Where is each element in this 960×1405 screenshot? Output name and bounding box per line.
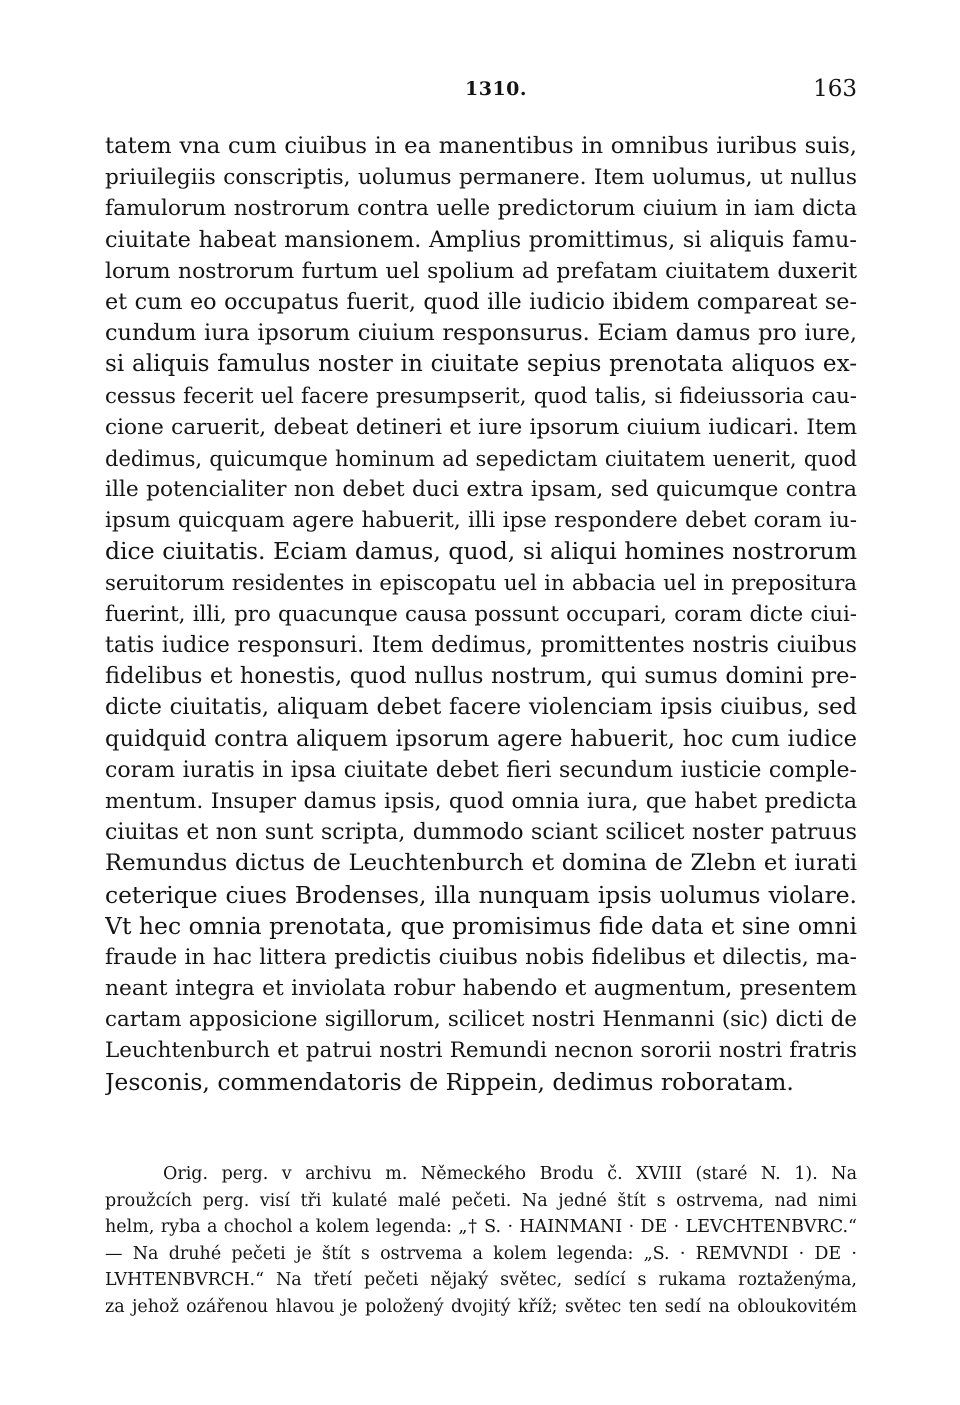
text-line: lorum nostrorum furtum uel spolium ad prefatam ciuitatem duxerit xyxy=(105,258,857,284)
note-line: proužcích perg. visí tři kulaté malé pečeti. Na jedné štít s ostrvema, nad nimi xyxy=(105,1190,857,1211)
text-line: cessus fecerit uel facere presumpserit, quod talis, si fideiussoria cau- xyxy=(105,383,857,409)
text-line: famulorum nostrorum contra uelle predictorum ciuium in iam dicta xyxy=(105,196,857,222)
charter-text xyxy=(105,131,857,1098)
text-line: priuilegiis conscriptis, uolumus permanere. Item uolumus, ut nullus xyxy=(105,165,857,191)
archival-note xyxy=(105,1161,857,1321)
note-line: — Na druhé pečeti je štít s ostrvema a kolem legenda: „S. · REMVNDI · DE · xyxy=(105,1243,857,1264)
text-line: Jesconis, commendatoris de Rippein, dedimus roboratam. xyxy=(105,1067,794,1096)
note-line: za jehož ozářenou hlavou je položený dvojitý kříž; světec ten sedí na obloukovitém xyxy=(105,1296,857,1317)
note-line: helm, ryba a chochol a kolem legenda: „† S. · HAINMANI · DE · LEVCHTENBVRC.“ xyxy=(105,1217,857,1238)
note-line: LVHTENBVRCH.“ Na třetí pečeti nějaký světec, sedící s rukama roztaženýma, xyxy=(105,1270,857,1291)
text-line: fidelibus et honestis, quod nullus nostrum, qui sumus domini pre- xyxy=(105,663,857,690)
text-line: seruitorum residentes in episcopatu uel in abbacia uel in prepositura xyxy=(105,570,857,596)
page-number: 163 xyxy=(813,76,857,102)
text-line: Vt hec omnia prenotata, que promisimus fide data et sine omni xyxy=(105,911,857,940)
text-line: ciuitas et non sunt scripta, dummodo sciant scilicet noster patruus xyxy=(105,820,857,846)
text-line: ceterique ciues Brodenses, illa nunquam ipsis uolumus violare. xyxy=(105,880,857,909)
text-line: cione caruerit, debeat detineri et iure ipsorum ciuium iudicari. Item xyxy=(105,414,857,440)
text-line: tatis iudice responsuri. Item dedimus, promittentes nostris ciuibus xyxy=(105,633,857,658)
year-heading: 1310. xyxy=(465,78,527,100)
text-line: ipsum quicquam agere habuerit, illi ipse respondere debet coram iu- xyxy=(105,508,857,534)
text-line: Leuchtenburch et patrui nostri Remundi necnon sororii nostri fratris xyxy=(105,1038,857,1064)
text-line: tatem vna cum ciuibus in ea manentibus in omnibus iuribus suis, xyxy=(105,133,857,159)
text-line: dedimus, quicumque hominum ad sepedictam ciuitatem uenerit, quod xyxy=(105,445,857,471)
text-line: cartam apposicione sigillorum, scilicet nostri Henmanni (sic) dicti de xyxy=(105,1007,857,1033)
text-line: et cum eo occupatus fuerit, quod ille iudicio ibidem compareat se- xyxy=(105,288,857,315)
text-line: neant integra et inviolata robur habendo et augmentum, presentem xyxy=(105,976,857,1002)
page-header xyxy=(105,78,857,104)
text-line: quidquid contra aliquem ipsorum agere habuerit, hoc cum iudice xyxy=(105,725,857,752)
text-line: dicte ciuitatis, aliquam debet facere violenciam ipsis ciuibus, sed xyxy=(105,694,857,721)
text-line: mentum. Insuper damus ipsis, quod omnia iura, que habet predicta xyxy=(105,788,857,814)
text-line: dice ciuitatis. Eciam damus, quod, si aliqui homines nostrorum xyxy=(105,537,857,566)
text-line: fraude in hac littera predictis ciuibus nobis fidelibus et dilectis, ma- xyxy=(105,944,857,970)
text-line: Remundus dictus de Leuchtenburch et domina de Zlebn et iurati xyxy=(105,850,857,877)
note-line: Orig. perg. v archivu m. Německého Brodu č. XVIII (staré N. 1). Na xyxy=(163,1164,857,1184)
text-line: cundum iura ipsorum ciuium responsurus. Eciam damus pro iure, xyxy=(105,320,857,347)
text-line: ciuitate habeat mansionem. Amplius promittimus, si aliquis famu- xyxy=(105,226,857,253)
text-line: coram iuratis in ipsa ciuitate debet fieri secundum iusticie comple- xyxy=(105,757,857,783)
text-line: si aliquis famulus noster in ciuitate sepius prenotata aliquos ex- xyxy=(105,351,857,378)
text-line: ille potencialiter non debet duci extra ipsam, sed quicumque contra xyxy=(105,477,857,503)
text-line: fuerint, illi, pro quacunque causa possunt occupari, coram dicte ciui- xyxy=(105,601,857,627)
